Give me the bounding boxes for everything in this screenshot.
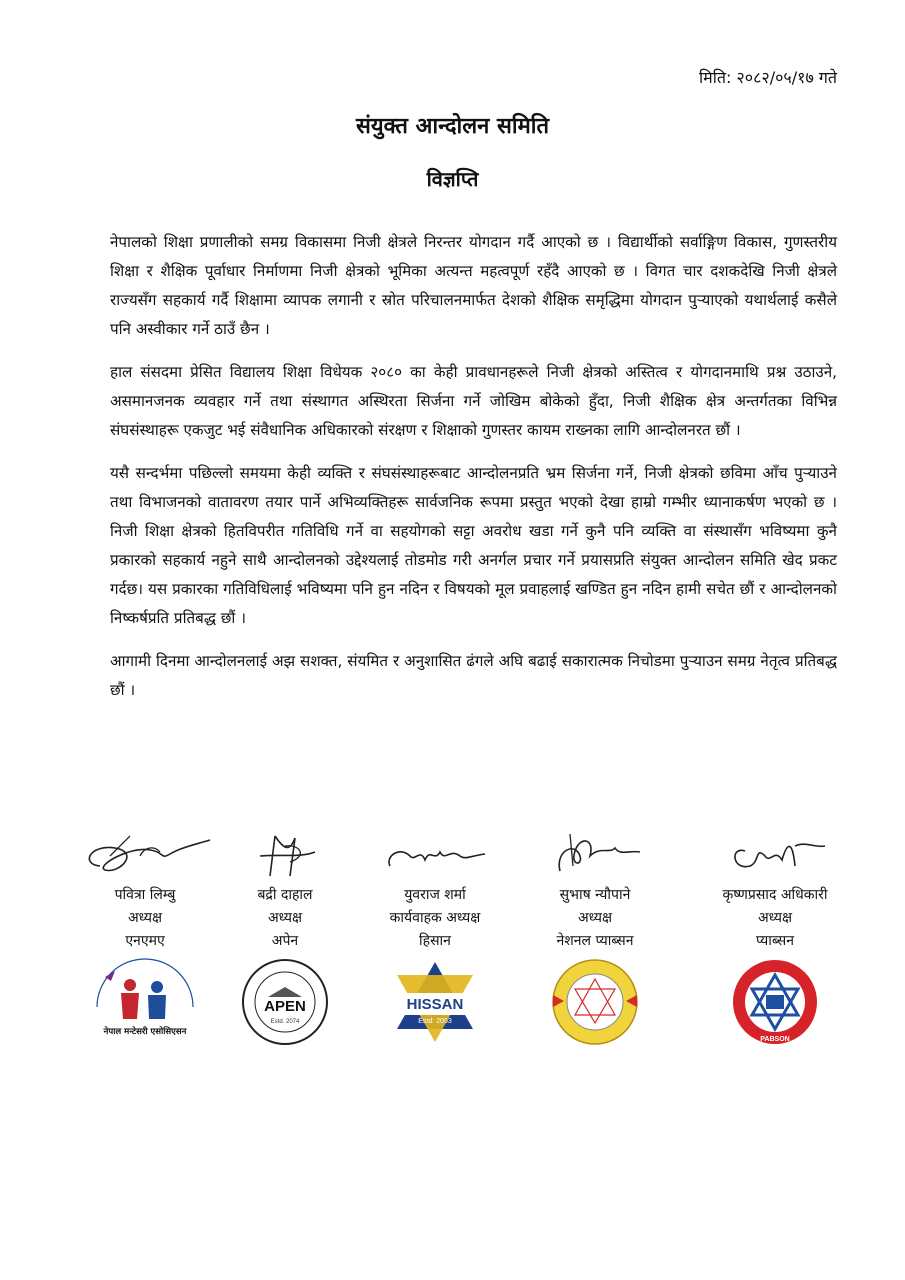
signature-national-pabson	[535, 826, 655, 884]
signatory-org: अपेन	[271, 933, 299, 949]
paragraph-4: आगामी दिनमा आन्दोलनलाई अझ सशक्त, संयमित र अनुशासित ढंगले अघि बढाई सकारात्मक निचोडमा पुऱ्याउन समग्र नेतृत्व प्रतिबद्ध छौं ।	[110, 652, 837, 699]
date-line: मिति: २०८२/०५/१७ गते	[698, 68, 837, 87]
paragraph-3: यसै सन्दर्भमा पछिल्लो समयमा केही व्यक्ति र संघसंस्थाहरूबाट आन्दोलनप्रति भ्रम सिर्जना गर्ने, निजी क्षेत्रको छविमा आँच पुऱ्याउने तथा विभाजनको वातावरण तयार पार्ने अभिव्यक्तिहरू सार्वजनिक रूपमा प्रस्तुत भएको देखा हाम्रो गम्भीर ध्यानाकर्षण भएको छ । निजी शिक्षा क्षेत्रको हितविपरीत गतिविधि गर्ने वा सहयोगको सट्टा अवरोध खडा गर्ने कुनै पनि व्यक्ति वा संस्थासँग भविष्यमा कुनै प्रकारको सहकार्य नहुने साथै आन्दोलनको उद्देश्यलाई तोडमोड गरी अनर्गल प्रचार गर्ने प्रयासप्रति संयुक्त आन्दोलन समिति खेद प्रकट गर्दछ। यस प्रकारका गतिविधिलाई भविष्यमा पनि हुन नदिन र विषयको मूल प्रवाहलाई खण्डित हुन नदिन हामी सचेत छौं र आन्दोलनको निष्कर्षप्रति प्रतिबद्ध छौं ।	[110, 464, 837, 627]
document-title: संयुक्त आन्दोलन समिति	[355, 114, 550, 139]
signatory-org: हिसान	[419, 933, 451, 949]
nma-logo	[85, 957, 205, 1042]
signatory-role: कार्यवाहक अध्यक्ष	[389, 910, 481, 926]
signatory-name: पवित्रा लिम्बु	[114, 887, 176, 903]
signatory-role: अध्यक्ष	[127, 910, 163, 926]
signature-hissan	[370, 826, 500, 884]
signature-nma	[70, 826, 220, 884]
hissan-logo	[385, 957, 485, 1047]
signatory-national-pabson	[510, 826, 680, 1047]
hissan-estd-text: Estd: 2053	[418, 1018, 452, 1025]
apen-logo	[240, 957, 330, 1047]
signatory-apen	[200, 826, 370, 1047]
apen-estd-text: Estd. 2074	[270, 1019, 300, 1025]
signatory-pabson	[690, 826, 860, 1047]
signatory-role: अध्यक्ष	[757, 910, 793, 926]
pabson-logo-text: PABSON	[760, 1036, 790, 1043]
signatory-name: सुभाष न्यौपाने	[559, 887, 631, 903]
signatory-role: अध्यक्ष	[267, 910, 303, 926]
national-pabson-logo	[550, 957, 640, 1047]
apen-logo-text: APEN	[264, 998, 306, 1015]
signatory-org: एनएमए	[125, 933, 165, 949]
signatory-name: युवराज शर्मा	[404, 887, 466, 903]
signatory-org: नेशनल प्याब्सन	[556, 933, 634, 949]
signatory-org: प्याब्सन	[755, 933, 795, 949]
signatories	[60, 826, 860, 1056]
pabson-logo	[730, 957, 820, 1047]
document-subtitle: विज्ञप्ति	[426, 167, 479, 191]
signatory-name: बद्री दाहाल	[257, 887, 313, 903]
paragraph-1: नेपालको शिक्षा प्रणालीको समग्र विकासमा निजी क्षेत्रले निरन्तर योगदान गर्दै आएको छ । विद्यार्थीको सर्वाङ्गिण विकास, गुणस्तरीय शिक्षा र शैक्षिक पूर्वाधार निर्माणमा निजी क्षेत्रको भूमिका अत्यन्त महत्वपूर्ण रहँदै आएको छ । विगत चार दशकदेखि निजी क्षेत्रले राज्यसँग सहकार्य गर्दै शिक्षामा व्यापक लगानी र स्रोत परिचालनमार्फत देशको शैक्षिक समृद्धिमा योगदान पुऱ्याएको यथार्थलाई कसैले पनि अस्वीकार गर्ने ठाउँ छैन ।	[110, 233, 837, 338]
signature-pabson	[710, 826, 840, 884]
nma-logo-text: नेपाल मन्टेसरी एसोसिएसन	[103, 1027, 187, 1037]
notice-body	[110, 228, 837, 719]
signature-apen	[230, 826, 340, 884]
paragraph-2: हाल संसदमा प्रेसित विद्यालय शिक्षा विधेयक २०८० का केही प्रावधानहरूले निजी क्षेत्रको अस्तित्व र योगदानमाथि प्रश्न उठाउने, असमानजनक व्यवहार गर्ने तथा संस्थागत अस्थिरता सिर्जना गर्ने जोखिम बोकेको हुँदा, निजी शैक्षिक क्षेत्र अन्तर्गतका विभिन्न संघसंस्थाहरू एकजुट भई संवैधानिक अधिकारको संरक्षण र शिक्षाको गुणस्तर कायम राख्नका लागि आन्दोलनरत छौं ।	[110, 363, 837, 439]
hissan-logo-text: HISSAN	[406, 996, 464, 1013]
signatory-role: अध्यक्ष	[577, 910, 613, 926]
signatory-name: कृष्णप्रसाद अधिकारी	[722, 887, 828, 903]
signatory-hissan	[350, 826, 520, 1047]
